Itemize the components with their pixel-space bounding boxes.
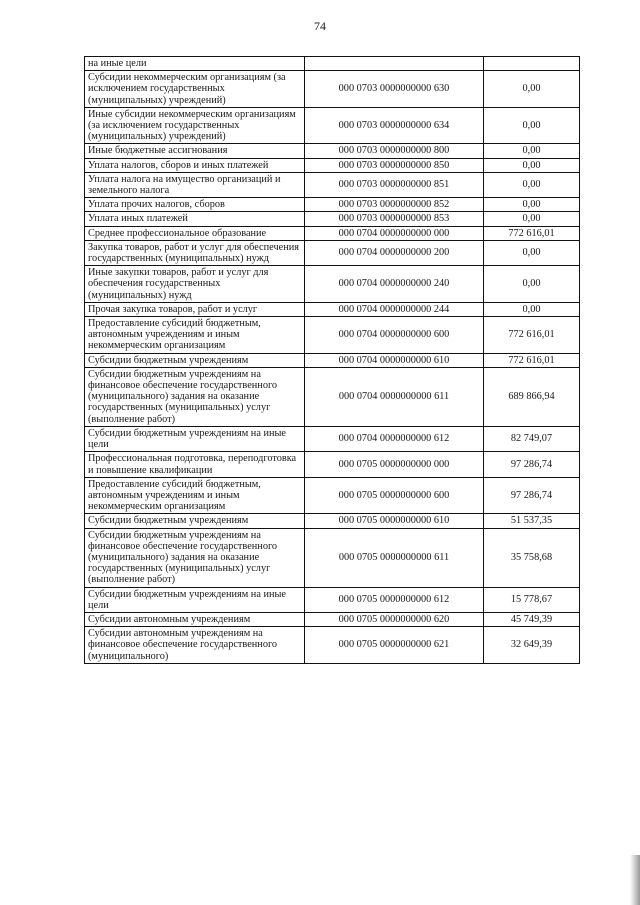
row-code [305,57,484,71]
row-name: Субсидии бюджетным учреждениям [85,353,305,367]
row-amount: 772 616,01 [484,317,580,354]
table-row [85,452,580,477]
row-amount: 51 537,35 [484,514,580,528]
table-row [85,627,580,664]
row-code: 000 0705 0000000000 600 [305,477,484,514]
table-row [85,317,580,354]
row-code: 000 0705 0000000000 621 [305,627,484,664]
table-row [85,477,580,514]
row-name: Субсидии бюджетным учреждениям [85,514,305,528]
row-amount: 32 649,39 [484,627,580,664]
row-name: Субсидии бюджетным учреждениям на финансовое обеспечение государственного (муниципального) задания на оказание государственных (муниципальных) услуг (выполнение работ) [85,528,305,587]
row-amount: 689 866,94 [484,367,580,426]
table-row [85,514,580,528]
row-name: Иные бюджетные ассигнования [85,144,305,158]
table-row [85,528,580,587]
row-amount: 0,00 [484,71,580,108]
page-number: 74 [314,19,326,33]
row-amount: 0,00 [484,302,580,316]
row-code: 000 0704 0000000000 200 [305,240,484,265]
table-row [85,587,580,612]
row-amount: 35 758,68 [484,528,580,587]
row-amount: 45 749,39 [484,612,580,626]
row-name: Субсидии автономным учреждениям [85,612,305,626]
row-code: 000 0705 0000000000 000 [305,452,484,477]
row-name: Предоставление субсидий бюджетным, автономным учреждениям и иным некоммерческим организациям [85,317,305,354]
row-name: Уплата иных платежей [85,212,305,226]
row-code: 000 0704 0000000000 610 [305,353,484,367]
table-row [85,266,580,303]
row-code: 000 0705 0000000000 611 [305,528,484,587]
row-name: Субсидии бюджетным учреждениям на иные цели [85,587,305,612]
row-name: Уплата налогов, сборов и иных платежей [85,158,305,172]
table-row [85,353,580,367]
row-name: Иные закупки товаров, работ и услуг для обеспечения государственных (муниципальных) нужд [85,266,305,303]
table-row [85,158,580,172]
row-amount: 0,00 [484,144,580,158]
row-code: 000 0704 0000000000 612 [305,426,484,451]
row-name: Уплата прочих налогов, сборов [85,198,305,212]
row-name: Субсидии автономным учреждениям на финансовое обеспечение государственного (муниципального) [85,627,305,664]
table-row [85,71,580,108]
row-amount: 97 286,74 [484,452,580,477]
row-code: 000 0703 0000000000 800 [305,144,484,158]
row-name: Иные субсидии некоммерческим организациям (за исключением государственных (муниципальных) учреждений) [85,107,305,144]
table-row [85,226,580,240]
scan-edge-shadow [630,855,640,905]
budget-table [84,56,580,664]
table-row [85,107,580,144]
row-amount [484,57,580,71]
row-name: Субсидии бюджетным учреждениям на иные цели [85,426,305,451]
row-code: 000 0705 0000000000 620 [305,612,484,626]
table-row [85,612,580,626]
row-code: 000 0703 0000000000 630 [305,71,484,108]
row-code: 000 0703 0000000000 852 [305,198,484,212]
row-name: Закупка товаров, работ и услуг для обеспечения государственных (муниципальных) нужд [85,240,305,265]
row-code: 000 0703 0000000000 634 [305,107,484,144]
row-name: Субсидии некоммерческим организациям (за исключением государственных (муниципальных) учреждений) [85,71,305,108]
row-name: Предоставление субсидий бюджетным, автономным учреждениям и иным некоммерческим организациям [85,477,305,514]
row-amount: 0,00 [484,172,580,197]
row-code: 000 0704 0000000000 600 [305,317,484,354]
row-amount: 772 616,01 [484,353,580,367]
row-amount: 97 286,74 [484,477,580,514]
table-row [85,240,580,265]
table-row [85,426,580,451]
row-code: 000 0704 0000000000 244 [305,302,484,316]
row-name: на иные цели [85,57,305,71]
row-amount: 0,00 [484,158,580,172]
table-row [85,144,580,158]
row-amount: 0,00 [484,240,580,265]
row-amount: 0,00 [484,212,580,226]
row-code: 000 0704 0000000000 611 [305,367,484,426]
row-code: 000 0703 0000000000 853 [305,212,484,226]
table-row [85,367,580,426]
table-row [85,172,580,197]
table-row [85,302,580,316]
row-amount: 0,00 [484,107,580,144]
row-code: 000 0703 0000000000 850 [305,158,484,172]
row-code: 000 0704 0000000000 000 [305,226,484,240]
row-amount: 15 778,67 [484,587,580,612]
table-row [85,212,580,226]
row-name: Субсидии бюджетным учреждениям на финансовое обеспечение государственного (муниципального) задания на оказание государственных (муниципальных) услуг (выполнение работ) [85,367,305,426]
row-amount: 0,00 [484,266,580,303]
row-code: 000 0704 0000000000 240 [305,266,484,303]
row-amount: 82 749,07 [484,426,580,451]
table-row [85,57,580,71]
row-name: Среднее профессиональное образование [85,226,305,240]
row-name: Профессиональная подготовка, переподготовка и повышение квалификации [85,452,305,477]
row-amount: 772 616,01 [484,226,580,240]
row-amount: 0,00 [484,198,580,212]
row-code: 000 0703 0000000000 851 [305,172,484,197]
row-name: Прочая закупка товаров, работ и услуг [85,302,305,316]
row-code: 000 0705 0000000000 612 [305,587,484,612]
row-name: Уплата налога на имущество организаций и земельного налога [85,172,305,197]
table-row [85,198,580,212]
row-code: 000 0705 0000000000 610 [305,514,484,528]
